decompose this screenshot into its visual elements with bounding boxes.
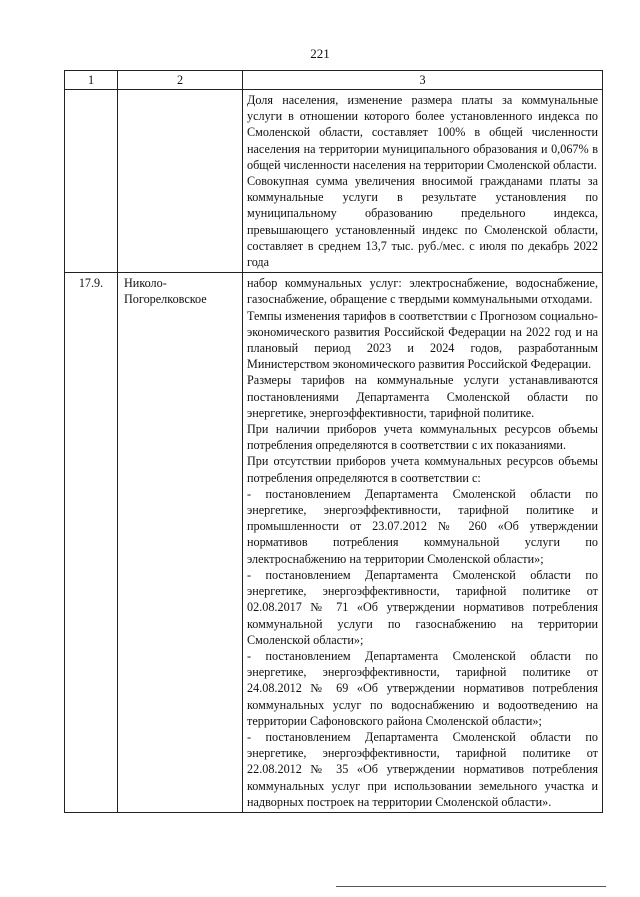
paragraph: - постановлением Департамента Смоленской области по энергетике, энергоэффективности, тарифной политике от 22.08.2012 № 35 «Об утверждении нормативов потребления коммунальных услуг при использовании земельного участка и надворных построек на территории Смоленской области». bbox=[247, 729, 598, 809]
footer-divider bbox=[336, 886, 606, 887]
row-text-cell bbox=[243, 90, 603, 273]
table-row-continued bbox=[65, 90, 603, 273]
paragraph: - постановлением Департамента Смоленской области по энергетике, энергоэффективности, тарифной политике и промышленности от 23.07.2012 № 260 «Об утверждении нормативов потребления коммунальной услуги по электроснабжению на территории Смоленской области»; bbox=[247, 486, 598, 566]
paragraph: Размеры тарифов на коммунальные услуги устанавливаются постановлениями Департамента Смоленской области по энергетике, энергоэффективности, тарифной политике. bbox=[247, 373, 598, 420]
paragraph: - постановлением Департамента Смоленской области по энергетике, энергоэффективности, тарифной политике от 02.08.2017 № 71 «Об утверждении нормативов потребления коммунальной услуги по газоснабжению на территории Смоленской области»; bbox=[247, 567, 598, 647]
page-number: 221 bbox=[310, 46, 330, 61]
paragraph: - постановлением Департамента Смоленской области по энергетике, энергоэффективности, тарифной политике от 24.08.2012 № 69 «Об утверждении нормативов потребления коммунальных услуг по водоснабжению и водоотведению на территории Сафоновского района Смоленской области»; bbox=[247, 648, 598, 728]
row-name-cell: Николо-Погорелковское bbox=[118, 273, 243, 813]
table-header-row bbox=[65, 71, 603, 90]
table-row-17-9 bbox=[65, 273, 603, 813]
header-col-3: 3 bbox=[243, 71, 603, 90]
document-table bbox=[64, 70, 603, 813]
paragraph: Доля населения, изменение размера платы за коммунальные услуги в отношении которого более установленного индекса по Смоленской области, составляет 100% в общей численности населения на территории муниципального образования и 0,067% в общей численности населения на территории Смоленской области. bbox=[247, 93, 598, 172]
row-name-cell bbox=[118, 90, 243, 273]
row-number-cell: 17.9. bbox=[65, 273, 118, 813]
header-col-2: 2 bbox=[118, 71, 243, 90]
paragraph: При наличии приборов учета коммунальных ресурсов объемы потребления определяются в соответствии с их показаниями. bbox=[247, 422, 598, 453]
header-col-1: 1 bbox=[65, 71, 118, 90]
paragraph: набор коммунальных услуг: электроснабжение, водоснабжение, газоснабжение, обращение с твердыми коммунальными отходами. bbox=[247, 276, 598, 307]
paragraph: Совокупная сумма увеличения вносимой гражданами платы за коммунальные услуги в результате установления по муниципальному образованию предельного индекса, превышающего установленный индекс по Смоленской области, составляет в среднем 13,7 тыс. руб./мес. с июля по декабрь 2022 года bbox=[247, 174, 598, 270]
row-number-cell bbox=[65, 90, 118, 273]
paragraph: Темпы изменения тарифов в соответствии с Прогнозом социально-экономического развития Российской Федерации на 2022 год и на плановый период 2023 и 2024 годов, разработанным Министерством экономического развития Российской Федерации. bbox=[247, 308, 598, 372]
row-text-cell bbox=[243, 273, 603, 813]
paragraph: При отсутствии приборов учета коммунальных ресурсов объемы потребления определяются в соответствии с: bbox=[247, 454, 598, 485]
